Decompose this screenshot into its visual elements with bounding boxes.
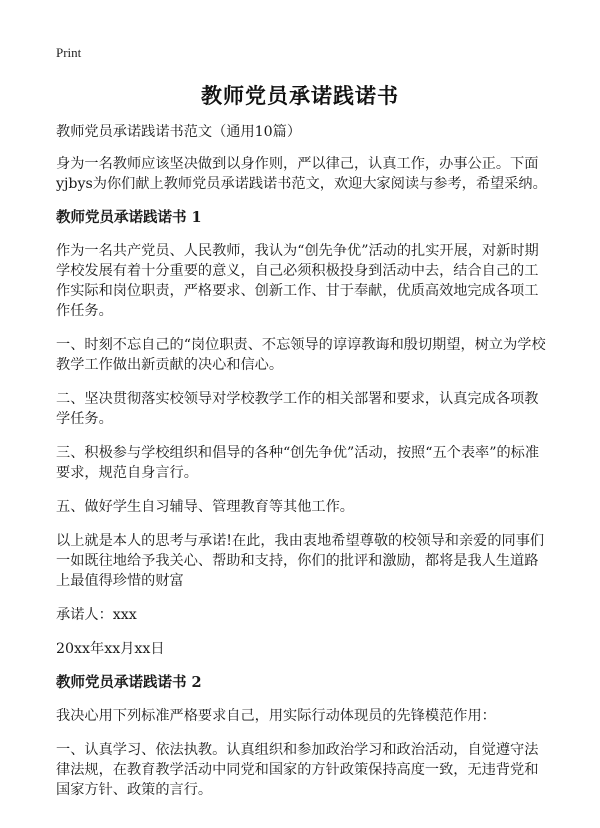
section-1-paragraph-5: 五、做好学生自习辅导、管理教育等其他工作。	[56, 499, 354, 515]
section-2-paragraph-1: 我决心用下列标准严格要求自己，用实际行动体现员的先锋模范作用：	[56, 708, 496, 724]
intro-paragraph: 身为一名教师应该坚决做到以身作则，严以律己，认真工作，办事公正。下面yjbys为你们献上教师党员承诺践诺书范文，欢迎大家阅读与参考，希望采纳。	[56, 156, 547, 192]
date-line: 20xx年xx月xx日	[56, 641, 165, 657]
print-link[interactable]: Print	[56, 45, 82, 60]
section-1-paragraph-2: 一、时刻不忘自己的“岗位职责、不忘领导的谆谆教诲和殷切期望，树立为学校教学工作做出新贡献的决心和信心。	[56, 337, 546, 373]
section-1-paragraph-1: 作为一名共产党员、人民教师，我认为“创先争优”活动的扎实开展，对新时期学校发展有着十分重要的意义，自己必须积极投身到活动中去，结合自己的工作实际和岗位职责，严格要求、创新工作、甘于奉献，优质高效地完成各项工作任务。	[56, 243, 539, 319]
signer-line: 承诺人：xxx	[56, 607, 137, 623]
section-1-paragraph-4: 三、积极参与学校组织和倡导的各种“创先争优”活动，按照“五个表率”的标准要求，规范自身言行。	[56, 445, 540, 481]
section-1-heading: 教师党员承诺践诺书 1	[56, 209, 202, 226]
section-2-paragraph-2: 一、认真学习、依法执教。认真组织和参加政治学习和政治活动，自觉遵守法律法规，在教育教学活动中同党和国家的方针政策保持高度一致，无违背党和国家方针、政策的言行。	[56, 742, 539, 798]
section-2-heading: 教师党员承诺践诺书 2	[56, 674, 202, 691]
document-body	[56, 122, 548, 814]
section-1-paragraph-6: 以上就是本人的思考与承诺!在此，我由衷地希望尊敬的校领导和亲爱的同事们一如既往地给予我关心、帮助和支持，你们的批评和激励，都将是我人生道路上最值得珍惜的财富	[56, 533, 545, 589]
page-title: 教师党员承诺践诺书	[201, 83, 399, 108]
document-subtitle: 教师党员承诺践诺书范文（通用10篇）	[56, 124, 302, 140]
section-1-paragraph-3: 二、坚决贯彻落实校领导对学校教学工作的相关部署和要求，认真完成各项教学任务。	[56, 391, 539, 427]
